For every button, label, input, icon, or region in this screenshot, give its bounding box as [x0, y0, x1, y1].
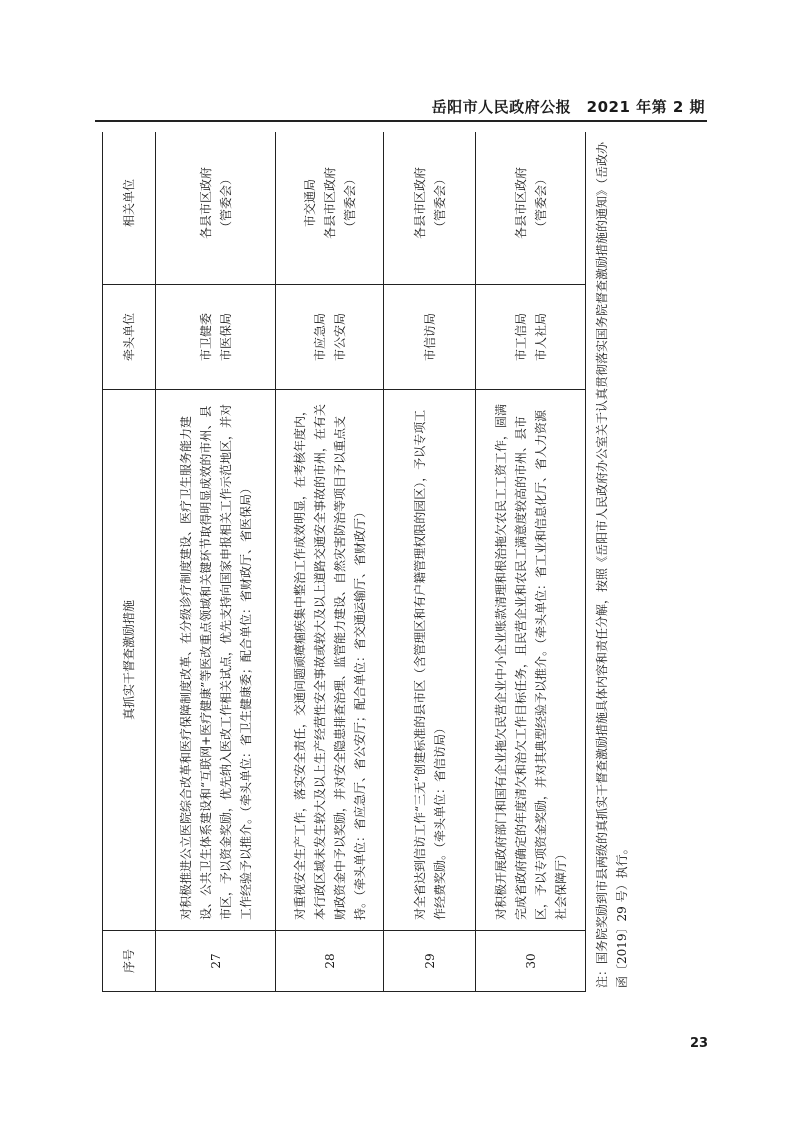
rotated-table-area — [102, 132, 697, 992]
lead-unit: 市信访局 — [384, 285, 476, 390]
measures-table — [102, 132, 586, 992]
lead-unit: 市工信局 市人社局 — [476, 285, 586, 390]
col-header-no: 序号 — [103, 931, 156, 992]
table-row — [384, 132, 476, 992]
row-number: 28 — [276, 931, 384, 992]
measure-text: 对重视安全生产工作，落实安全责任，交通问题顽瘴痼疾集中整治工作成效明显，在考核年度内，本行政区域未发生较大及以上生产经营性安全事故或较大及以上道路交通安全事故的市州，在有关财政资金中予以奖励，并对安全隐患排查治理、监管能力建设、自然灾害防治等项目予以重点支持。（牵头单位：省应急厅、省公安厅；配合单位：省交通运输厅、省财政厅） — [276, 390, 384, 931]
journal-header: 岳阳市人民政府公报 2021 年第 2 期 — [431, 98, 705, 116]
related-unit: 市交通局 各县市区政府 （管委会） — [276, 132, 384, 285]
col-header-related: 相关单位 — [103, 132, 156, 285]
related-unit: 各县市区政府 （管委会） — [476, 132, 586, 285]
related-unit: 各县市区政府 （管委会） — [156, 132, 276, 285]
col-header-lead: 牵头单位 — [103, 285, 156, 390]
row-number: 27 — [156, 931, 276, 992]
measure-text: 对积极推进公立医院综合改革和医疗保障制度改革、在分级诊疗制度建设、医疗卫生服务能力建设、公共卫生体系建设和“互联网+医疗健康”等医改重点领域和关键环节取得明显成效的市州、县市区，予以资金奖励，优先纳入医改工作相关试点，优先支持向国家申报相关工作示范地区，并对工作经验予以推介。（牵头单位：省卫生健康委；配合单位：省财政厅、省医保局） — [156, 390, 276, 931]
table-row — [276, 132, 384, 992]
related-unit: 各县市区政府 （管委会） — [384, 132, 476, 285]
lead-unit: 市卫健委 市医保局 — [156, 285, 276, 390]
table-header-row — [103, 132, 156, 992]
header-rule — [95, 120, 707, 122]
measure-text: 对全省达到信访工作“三无”创建标准的县市区（含管理区和有户籍管理权限的园区），予以专项工作经费奖励。（牵头单位：省信访局） — [384, 390, 476, 931]
row-number: 30 — [476, 931, 586, 992]
table-row — [476, 132, 586, 992]
table-row — [156, 132, 276, 992]
measure-text: 对积极开展政府部门和国有企业拖欠民营企业中小企业账款清理和根治拖欠农民工工资工作，圆满完成省政府确定的年度清欠和治欠工作目标任务，且民营企业和农民工满意度较高的市州、县市区，予以专项资金奖励，并对其典型经验予以推介。（牵头单位：省工业和信息化厅、省人力资源社会保障厅） — [476, 390, 586, 931]
table-note: 注：国务院奖励到市县两级的真抓实干督查激励措施具体内容和责任分解，按照《岳阳市人民政府办公室关于认真贯彻落实国务院督查激励措施的通知》（岳政办函〔2019〕29 号）执行。 — [595, 141, 629, 988]
col-header-measure: 真抓实干督查激励措施 — [103, 390, 156, 931]
page-number: 23 — [690, 1036, 709, 1051]
lead-unit: 市应急局 市公安局 — [276, 285, 384, 390]
row-number: 29 — [384, 931, 476, 992]
rotated-content — [102, 132, 697, 992]
